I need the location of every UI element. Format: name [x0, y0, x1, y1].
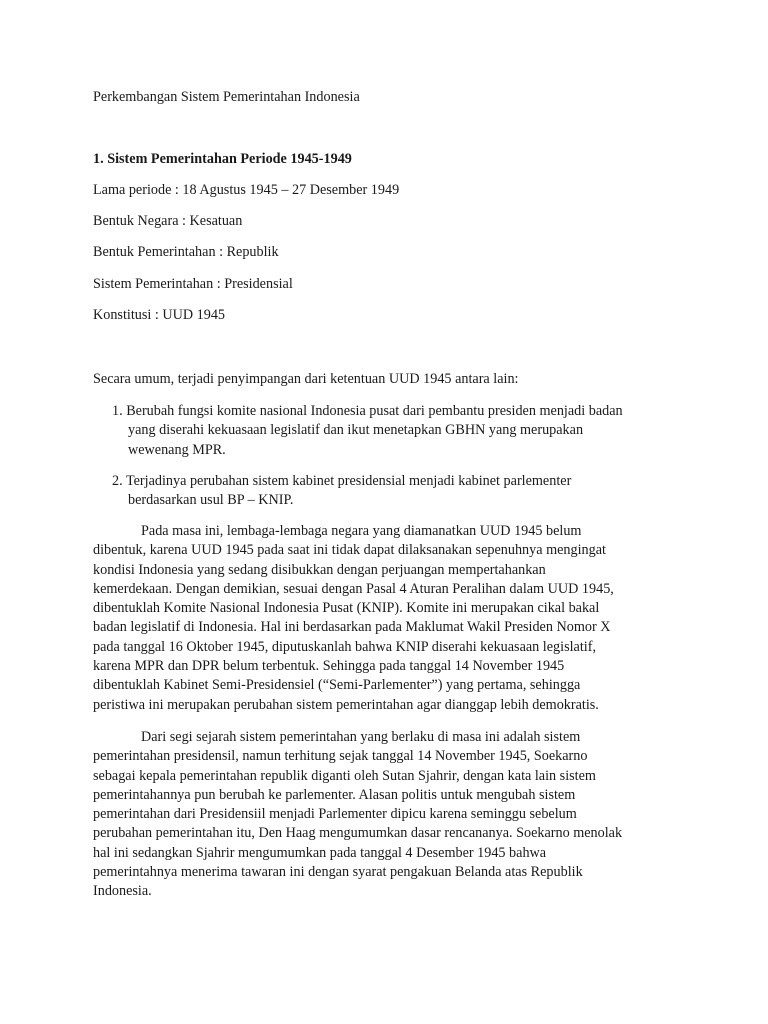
paragraph [93, 522, 673, 715]
paragraph-line: pemerintahan dari Presidensiil menjadi Parlementer dipicu karena seminggu sebelum [93, 806, 577, 823]
list-item [112, 472, 672, 511]
list-number: 1. [112, 403, 123, 419]
list-text: berdasarkan usul BP – KNIP. [128, 492, 294, 509]
paragraph-line: hal ini sedangkan Sjahrir mengumumkan pada tanggal 4 Desember 1945 bahwa [93, 844, 547, 861]
paragraph-line: sebagai kepala pemerintahan republik diganti oleh Sutan Sjahrir, dengan kata lain sistem [93, 767, 596, 784]
paragraph-line: pemerintahannya pun berubah ke parlementer. Alasan politis untuk mengubah sistem [93, 786, 576, 803]
field-bentuk-negara: Bentuk Negara : Kesatuan [93, 213, 243, 229]
paragraph-line: pada tanggal 16 Oktober 1945, diputuskanlah bahwa KNIP diserahi kekuasaan legislatif, [93, 638, 596, 655]
paragraph-line: kemerdekaan. Dengan demikian, sesuai dengan Pasal 4 Aturan Peralihan dalam UUD 1945, [93, 580, 614, 597]
paragraph-line: Indonesia. [93, 883, 152, 900]
paragraph-line: pemerintahan presidensil, namun terhitung sejak tanggal 14 November 1945, Soekarno [93, 748, 588, 765]
paragraph-line: perubahan pemerintahan itu, Den Haag mengumumkan dasar rencananya. Soekarno menolak [93, 825, 623, 842]
document-title: Perkembangan Sistem Pemerintahan Indonesia [93, 89, 360, 105]
list-text: yang diserahi kekuasaan legislatif dan ikut menetapkan GBHN yang merupakan [128, 422, 584, 439]
field-lama-periode: Lama periode : 18 Agustus 1945 – 27 Desember 1949 [93, 182, 400, 198]
paragraph-line: Pada masa ini, lembaga-lembaga negara yang diamanatkan UUD 1945 belum [141, 523, 582, 539]
list-text: Terjadinya perubahan sistem kabinet presidensial menjadi kabinet parlementer [125, 473, 572, 489]
paragraph-line: dibentuklah Komite Nasional Indonesia Pusat (KNIP). Komite ini merupakan cikal bakal [93, 600, 600, 617]
field-bentuk-pemerintahan: Bentuk Pemerintahan : Republik [93, 244, 279, 260]
field-sistem-pemerintahan: Sistem Pemerintahan : Presidensial [93, 276, 293, 292]
paragraph-line: kondisi Indonesia yang sedang disibukkan dengan perjuangan mempertahankan [93, 561, 546, 578]
list-text: Berubah fungsi komite nasional Indonesia pusat dari pembantu presiden menjadi badan [126, 403, 623, 419]
paragraph-line: dibentuklah Kabinet Semi-Presidensiel (“Semi-Parlementer”) yang pertama, sehingga [93, 677, 581, 694]
field-konstitusi: Konstitusi : UUD 1945 [93, 307, 226, 323]
paragraph-line: Dari segi sejarah sistem pemerintahan yang berlaku di masa ini adalah sistem [141, 729, 581, 745]
intro-text: Secara umum, terjadi penyimpangan dari ketentuan UUD 1945 antara lain: [93, 371, 519, 387]
list-item [112, 402, 672, 460]
paragraph-line: peristiwa ini merupakan perubahan sistem pemerintahan agar dianggap lebih demokratis. [93, 696, 599, 713]
section-heading: 1. Sistem Pemerintahan Periode 1945-1949 [93, 151, 352, 167]
paragraph [93, 728, 673, 902]
paragraph-line: dibentuk, karena UUD 1945 pada saat ini tidak dapat dilaksanakan sepenuhnya mengingat [93, 542, 606, 559]
list-number: 2. [112, 473, 123, 489]
list-text: wewenang MPR. [128, 441, 226, 458]
paragraph-line: pemerintahnya menerima tawaran ini dengan syarat pengakuan Belanda atas Republik [93, 864, 583, 881]
paragraph-line: badan legislatif di Indonesia. Hal ini berdasarkan pada Maklumat Wakil Presiden Nomor X [93, 619, 611, 636]
paragraph-line: karena MPR dan DPR belum terbentuk. Sehingga pada tanggal 14 November 1945 [93, 658, 565, 675]
